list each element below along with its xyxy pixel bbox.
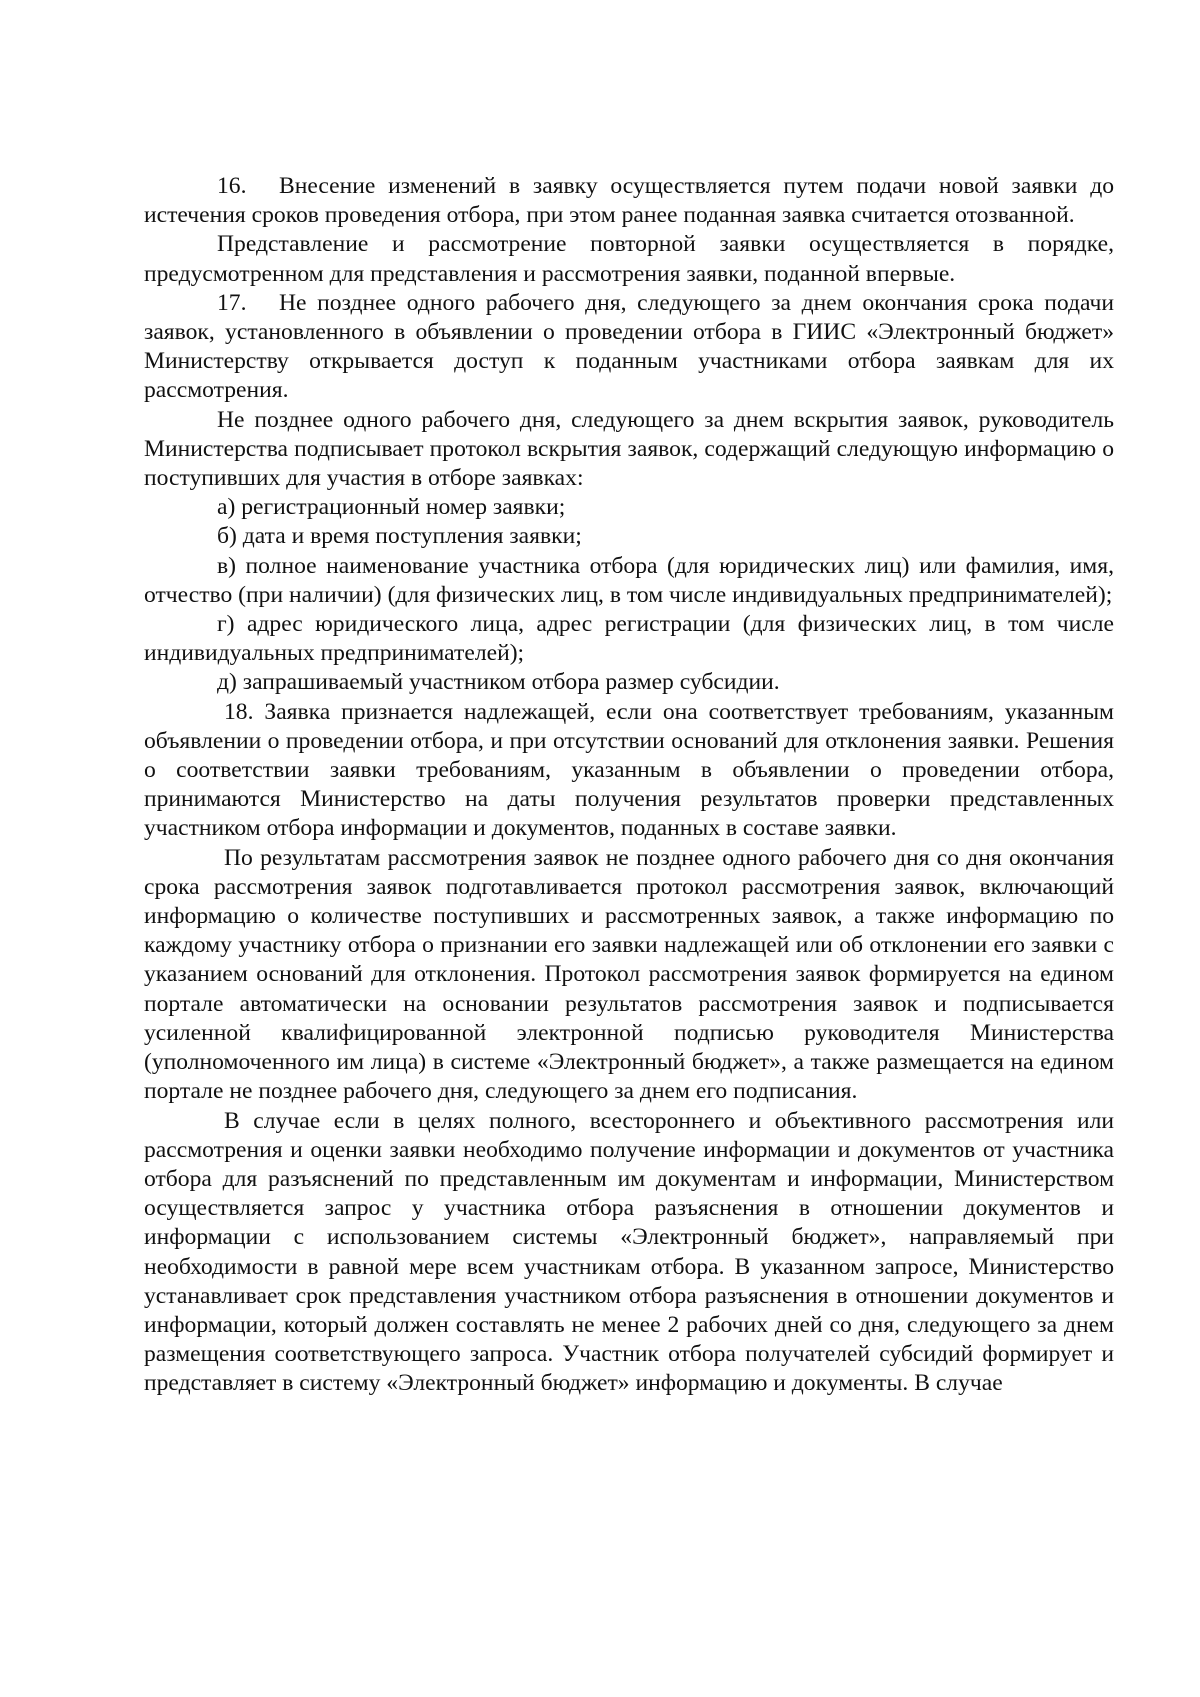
paragraph-review-protocol: По результатам рассмотрения заявок не позднее одного рабочего дня со дня окончания срока рассмотрения заявок подготавливается протокол рассмотрения заявок, включающий информацию о количестве поступивших и рассмотренных заявок, а также информацию по каждому участнику отбора о признании его заявки надлежащей или об отклонении его заявки с указанием оснований для отклонения. Протокол рассмотрения заявок формируется на едином портале автоматически на основании результатов рассмотрения заявок и подписывается усиленной квалифицированной электронной подписью руководителя Министерства (уполномоченного им лица) в системе «Электронный бюджет», а также размещается на едином портале не позднее рабочего дня, следующего за днем его подписания.	[144, 844, 1114, 1105]
paragraph-resubmission: Представление и рассмотрение повторной заявки осуществляется в порядке, предусмотренном для представления и рассмотрения заявки, поданной впервые.	[144, 231, 1114, 287]
list-item-d: д) запрашиваемый участником отбора размер субсидии.	[217, 669, 780, 696]
document-page	[144, 172, 1114, 1399]
paragraph-clarification-request: В случае если в целях полного, всестороннего и объективного рассмотрения или рассмотрения и оценки заявки необходимо получение информации и документов от участника отбора для разъяснений по представленным им документам и информации, Министерством осуществляется запрос у участника отбора разъяснения в отношении документов и информации с использованием системы «Электронный бюджет», направляемый при необходимости в равной мере всем участникам отбора. В указанном запросе, Министерство устанавливает срок представления участником отбора разъяснения в отношении документов и информации, который должен составлять не менее 2 рабочих дней со дня, следующего за днем размещения соответствующего запроса. Участник отбора получателей субсидий формирует и представляет в систему «Электронный бюджет» информацию и документы. В случае	[144, 1107, 1114, 1397]
paragraph-16	[144, 172, 1114, 230]
paragraph-opening-protocol: Не позднее одного рабочего дня, следующего за днем вскрытия заявок, руководитель Министерства подписывает протокол вскрытия заявок, содержащий следующую информацию о поступивших для участия в отборе заявках:	[144, 406, 1114, 492]
paragraph-17	[144, 289, 1114, 406]
paragraph-number: 17.	[217, 289, 247, 316]
paragraph-text: Внесение изменений в заявку осуществляется путем подачи новой заявки до истечения сроков проведения отбора, при этом ранее поданная заявка считается отозванной.	[144, 173, 1114, 229]
paragraph-number: 16.	[217, 173, 247, 199]
list-item-g: г) адрес юридического лица, адрес регистрации (для физических лиц, в том числе индивидуальных предпринимателей);	[144, 611, 1114, 667]
paragraph-18: 18. Заявка признается надлежащей, если она соответствует требованиям, указанным объявлении о проведении отбора, и при отсутствии оснований для отклонения заявки. Решения о соответствии заявки требованиям, указанным в объявлении о проведении отбора, принимаются Министерство на даты получения результатов проверки представленных участником отбора информации и документов, поданных в составе заявки.	[144, 698, 1114, 842]
list-item-v: в) полное наименование участника отбора (для юридических лиц) или фамилия, имя, отчество (при наличии) (для физических лиц, в том числе индивидуальных предпринимателей);	[144, 552, 1114, 608]
paragraph-text: Не позднее одного рабочего дня, следующего за днем окончания срока подачи заявок, установленного в объявлении о проведении отбора в ГИИС «Электронный бюджет» Министерству открывается доступ к поданным участниками отбора заявкам для их рассмотрения.	[144, 289, 1114, 404]
list-item-b: б) дата и время поступления заявки;	[217, 523, 582, 550]
list-item-a: а) регистрационный номер заявки;	[217, 494, 566, 521]
